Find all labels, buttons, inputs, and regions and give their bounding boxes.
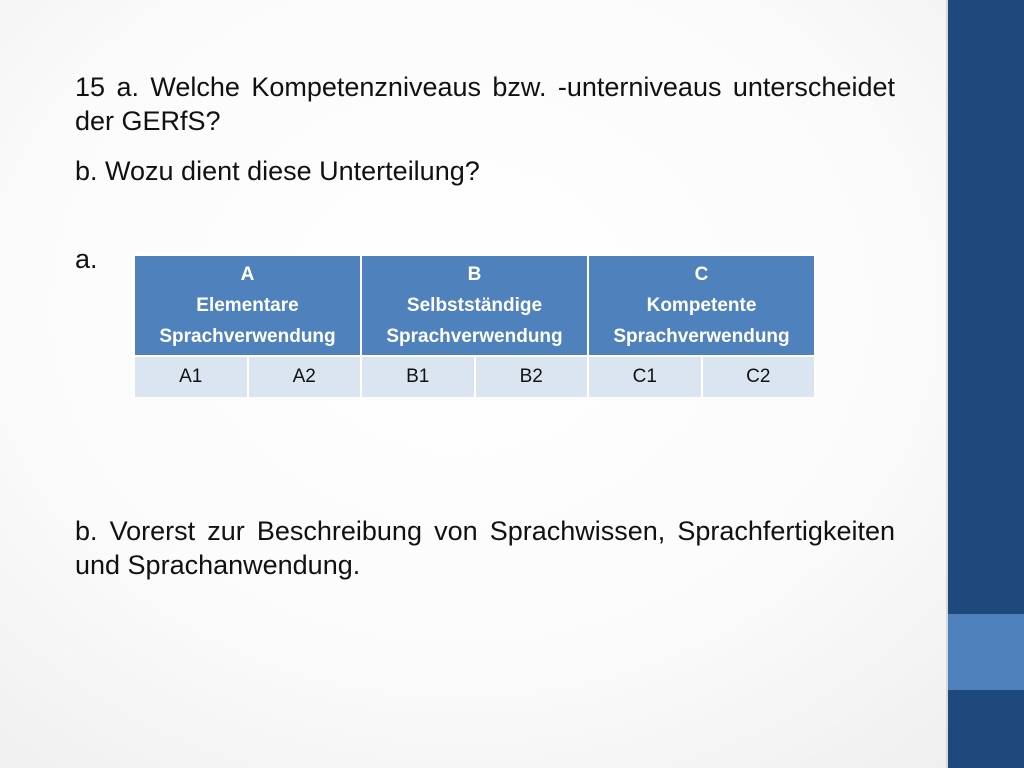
level-cell-a2: A2 <box>248 356 362 398</box>
header-line1: Selbstständige <box>406 295 543 316</box>
question-main: 15 a. Welche Kompetenzniveaus bzw. -unterniveaus unterscheidet der GERfS? <box>75 72 895 136</box>
header-letter: C <box>694 264 709 285</box>
header-line1: Elementare <box>196 295 299 316</box>
header-letter: B <box>467 264 482 285</box>
header-cell-c <box>588 255 815 356</box>
level-cell-b2: B2 <box>475 356 589 398</box>
answer-a-label: a. <box>75 244 98 274</box>
table-header-row <box>134 255 815 356</box>
answer-b: b. Vorerst zur Beschreibung von Sprachwissen, Sprachfertigkeiten und Sprachanwendung. <box>75 516 895 580</box>
table-level-row <box>134 356 815 398</box>
header-line2: Sprachverwendung <box>159 326 336 347</box>
header-line2: Sprachverwendung <box>613 326 790 347</box>
question-sub: b. Wozu dient diese Unterteilung? <box>75 156 480 186</box>
level-cell-b1: B1 <box>361 356 475 398</box>
level-cell-a1: A1 <box>134 356 248 398</box>
header-line2: Sprachverwendung <box>386 326 563 347</box>
header-cell-b <box>361 255 588 356</box>
competence-levels-table <box>133 254 816 399</box>
header-cell-a <box>134 255 361 356</box>
header-letter: A <box>240 264 255 285</box>
level-cell-c1: C1 <box>588 356 702 398</box>
sidebar-accent-block <box>948 614 1024 690</box>
level-cell-c2: C2 <box>702 356 816 398</box>
header-line1: Kompetente <box>646 295 757 316</box>
